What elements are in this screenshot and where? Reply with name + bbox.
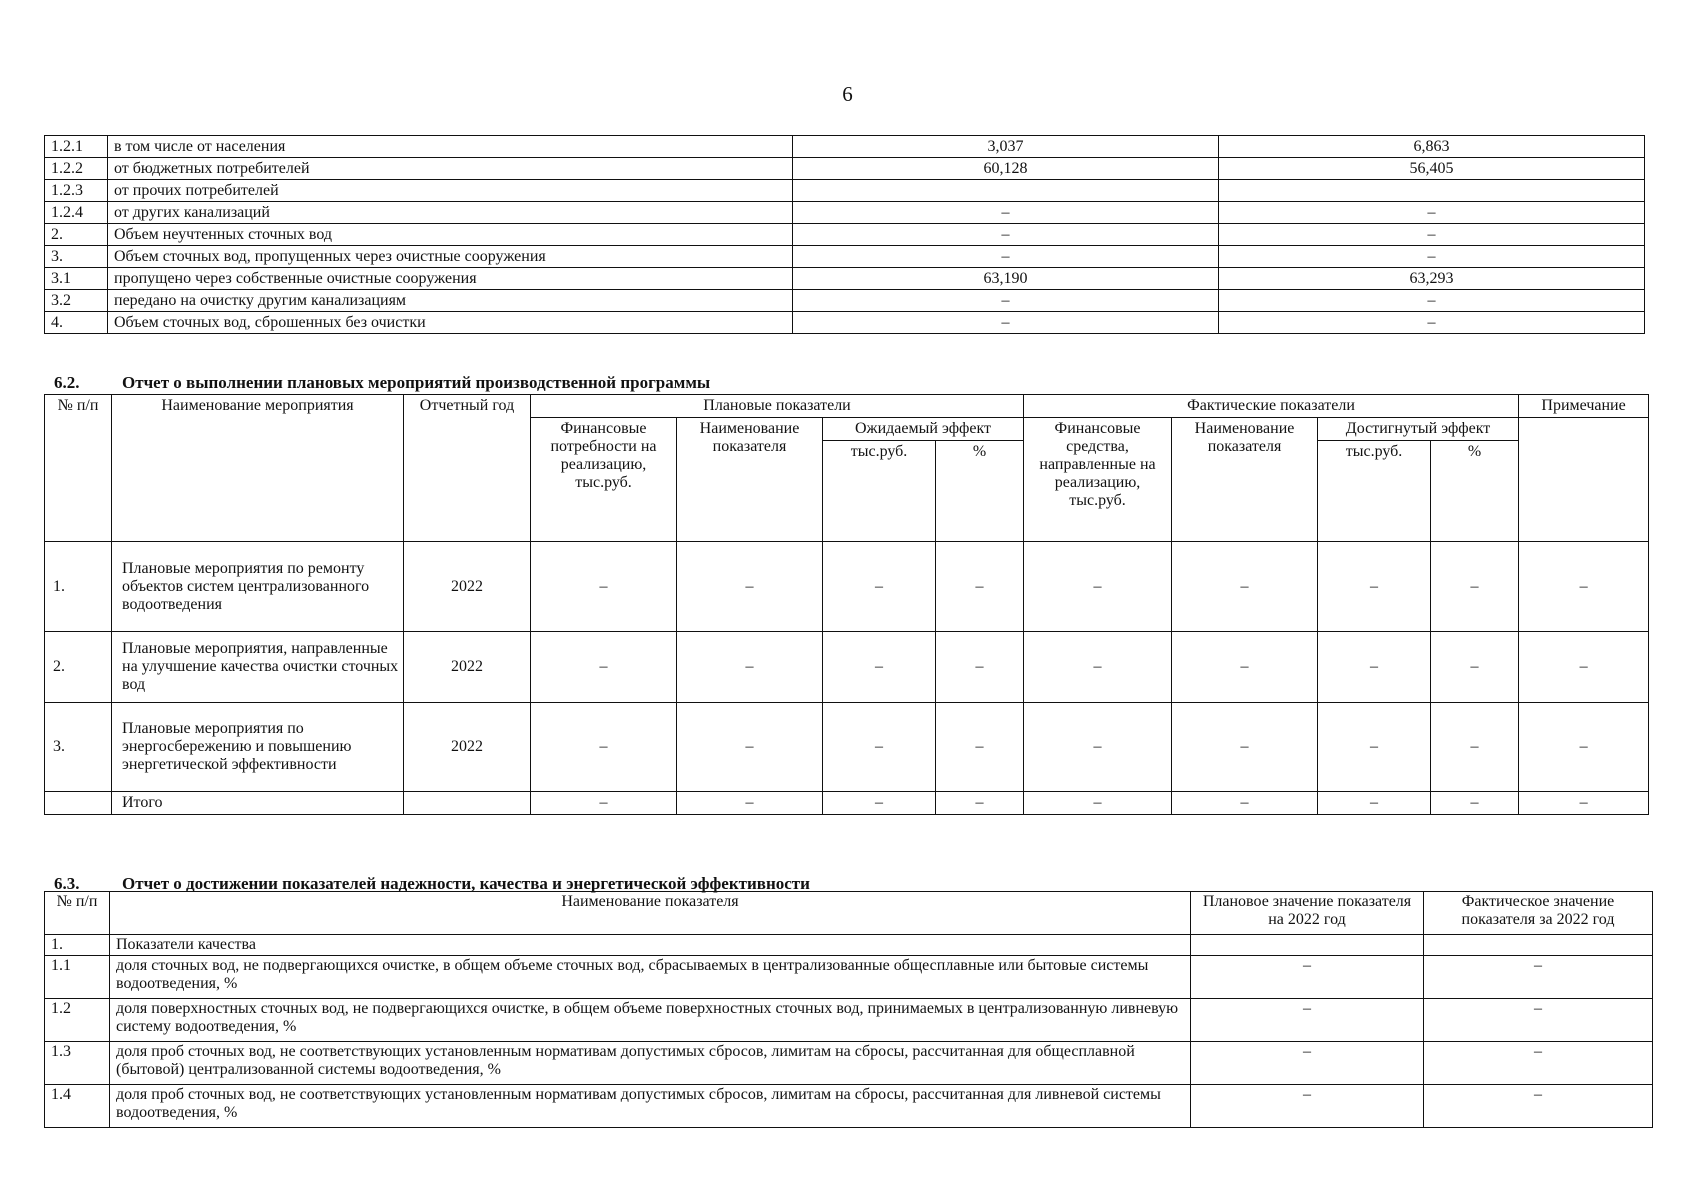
row-name: в том числе от населения xyxy=(108,136,793,158)
header-percent: % xyxy=(936,441,1024,542)
table-row xyxy=(45,158,1645,180)
row-fact: – xyxy=(1424,1085,1653,1128)
row-value: – xyxy=(531,632,677,703)
row-value: – xyxy=(1318,542,1431,632)
table-row xyxy=(45,290,1645,312)
row-number: 3. xyxy=(45,246,108,268)
row-name: Показатели качества xyxy=(110,935,1191,956)
total-value: – xyxy=(1318,792,1431,815)
section-number: 6.3. xyxy=(54,874,80,893)
row-value-1: – xyxy=(793,312,1219,334)
row-value-2: 56,405 xyxy=(1219,158,1645,180)
header-note: Примечание xyxy=(1519,395,1649,418)
row-plan: – xyxy=(1191,999,1424,1042)
row-value: – xyxy=(823,632,936,703)
row-value-2 xyxy=(1219,180,1645,202)
row-name: от бюджетных потребителей xyxy=(108,158,793,180)
header-achieved-effect: Достигнутый эффект xyxy=(1318,418,1519,441)
wastewater-volume-table xyxy=(44,135,1645,334)
row-year: 2022 xyxy=(404,632,531,703)
row-value-2: 63,293 xyxy=(1219,268,1645,290)
header-year: Отчетный год xyxy=(404,395,531,542)
planned-measures-table xyxy=(44,394,1649,815)
row-value: – xyxy=(1519,632,1649,703)
header-indicator-name: Наименование показателя xyxy=(677,418,823,542)
row-fact: – xyxy=(1424,999,1653,1042)
header-indicator-name-2: Наименование показателя xyxy=(1172,418,1318,542)
header-expected-effect: Ожидаемый эффект xyxy=(823,418,1024,441)
row-fact: – xyxy=(1424,1042,1653,1085)
table-row xyxy=(45,312,1645,334)
row-year: 2022 xyxy=(404,703,531,792)
total-value: – xyxy=(936,792,1024,815)
row-value: – xyxy=(1318,632,1431,703)
row-number: 1.2.2 xyxy=(45,158,108,180)
row-number: 3. xyxy=(45,703,112,792)
row-value: – xyxy=(936,542,1024,632)
row-value: – xyxy=(1024,542,1172,632)
row-name: доля проб сточных вод, не соответствующих установленным нормативам допустимых сбросов, лимитам на сбросы, рассчитанная для общесплавной (бытовой) централизованной системы водоотведения, % xyxy=(110,1042,1191,1085)
row-name: Плановые мероприятия по энергосбережению и повышению энергетической эффективности xyxy=(112,703,404,792)
total-value: – xyxy=(1519,792,1649,815)
row-value-1 xyxy=(793,180,1219,202)
row-name: передано на очистку другим канализациям xyxy=(108,290,793,312)
row-value: – xyxy=(1431,632,1519,703)
header-actual: Фактические показатели xyxy=(1024,395,1519,418)
row-value-1: – xyxy=(793,246,1219,268)
row-value: – xyxy=(531,703,677,792)
row-value: – xyxy=(531,542,677,632)
table-row xyxy=(45,999,1653,1042)
row-number: 4. xyxy=(45,312,108,334)
row-value: – xyxy=(936,632,1024,703)
row-value-1: – xyxy=(793,224,1219,246)
row-value: – xyxy=(1172,632,1318,703)
row-number: 1.2 xyxy=(45,999,110,1042)
row-value-1: 60,128 xyxy=(793,158,1219,180)
table-row xyxy=(45,1042,1653,1085)
row-number: 3.1 xyxy=(45,268,108,290)
row-plan: – xyxy=(1191,1085,1424,1128)
total-value: – xyxy=(531,792,677,815)
row-value: – xyxy=(1172,703,1318,792)
row-value-2: – xyxy=(1219,290,1645,312)
row-value-1: – xyxy=(793,290,1219,312)
row-number: 1.2.3 xyxy=(45,180,108,202)
table-row xyxy=(45,246,1645,268)
table-row xyxy=(45,632,1649,703)
table-row xyxy=(45,956,1653,999)
row-value: – xyxy=(1024,703,1172,792)
section-title-text: Отчет о достижении показателей надежности, качества и энергетической эффективности xyxy=(122,874,810,893)
table-row xyxy=(45,935,1653,956)
row-name: от других канализаций xyxy=(108,202,793,224)
row-value: – xyxy=(1024,632,1172,703)
row-value: – xyxy=(1318,703,1431,792)
row-name: Объем сточных вод, сброшенных без очистки xyxy=(108,312,793,334)
row-name: Плановые мероприятия по ремонту объектов систем централизованного водоотведения xyxy=(112,542,404,632)
table-row xyxy=(45,1085,1653,1128)
total-value: – xyxy=(1431,792,1519,815)
row-year: 2022 xyxy=(404,542,531,632)
header-row xyxy=(45,395,1649,418)
row-plan xyxy=(1191,935,1424,956)
total-value: – xyxy=(1172,792,1318,815)
row-value-2: – xyxy=(1219,246,1645,268)
row-name: Объем неучтенных сточных вод xyxy=(108,224,793,246)
total-value: – xyxy=(677,792,823,815)
header-percent-2: % xyxy=(1431,441,1519,542)
table-row xyxy=(45,268,1645,290)
row-fact: – xyxy=(1424,956,1653,999)
row-value: – xyxy=(1431,542,1519,632)
header-num: № п/п xyxy=(45,892,110,935)
row-name: от прочих потребителей xyxy=(108,180,793,202)
row-value-2: – xyxy=(1219,224,1645,246)
row-number: 1.3 xyxy=(45,1042,110,1085)
table-row xyxy=(45,180,1645,202)
row-value-2: – xyxy=(1219,202,1645,224)
row-name: Плановые мероприятия, направленные на улучшение качества очистки сточных вод xyxy=(112,632,404,703)
header-note-blank xyxy=(1519,418,1649,542)
row-plan: – xyxy=(1191,956,1424,999)
row-value: – xyxy=(677,703,823,792)
header-plan: Плановое значение показателя на 2022 год xyxy=(1191,892,1424,935)
row-number: 2. xyxy=(45,632,112,703)
table-row xyxy=(45,542,1649,632)
row-value: – xyxy=(1519,703,1649,792)
table-row xyxy=(45,224,1645,246)
row-number: 1. xyxy=(45,542,112,632)
row-value-1: 63,190 xyxy=(793,268,1219,290)
header-name: Наименование мероприятия xyxy=(112,395,404,542)
row-value: – xyxy=(1172,542,1318,632)
section-number: 6.2. xyxy=(54,373,80,392)
row-name: доля сточных вод, не подвергающихся очистке, в общем объеме сточных вод, сбрасываемых в централизованные общесплавные или бытовые системы водоотведения, % xyxy=(110,956,1191,999)
row-plan: – xyxy=(1191,1042,1424,1085)
reliability-indicators-table xyxy=(44,891,1653,1128)
table-row xyxy=(45,136,1645,158)
table-row xyxy=(45,703,1649,792)
row-name: пропущено через собственные очистные сооружения xyxy=(108,268,793,290)
total-label: Итого xyxy=(112,792,404,815)
header-fin-needs: Финансовые потребности на реализацию, тыс.руб. xyxy=(531,418,677,542)
row-number xyxy=(45,792,112,815)
section-title-6-2 xyxy=(54,373,710,393)
header-row xyxy=(45,892,1653,935)
row-value: – xyxy=(677,632,823,703)
row-number: 1.2.4 xyxy=(45,202,108,224)
row-fact xyxy=(1424,935,1653,956)
row-number: 1.1 xyxy=(45,956,110,999)
row-value-1: – xyxy=(793,202,1219,224)
row-value: – xyxy=(823,703,936,792)
header-fact: Фактическое значение показателя за 2022 год xyxy=(1424,892,1653,935)
row-value: – xyxy=(1519,542,1649,632)
row-name: доля поверхностных сточных вод, не подвергающихся очистке, в общем объеме поверхностных сточных вод, принимаемых в централизованную ливневую систему водоотведения, % xyxy=(110,999,1191,1042)
row-number: 1.2.1 xyxy=(45,136,108,158)
row-number: 3.2 xyxy=(45,290,108,312)
total-value: – xyxy=(1024,792,1172,815)
total-value: – xyxy=(823,792,936,815)
row-value: – xyxy=(936,703,1024,792)
header-planned: Плановые показатели xyxy=(531,395,1024,418)
row-value: – xyxy=(677,542,823,632)
row-value: – xyxy=(823,542,936,632)
row-number: 1.4 xyxy=(45,1085,110,1128)
section-title-text: Отчет о выполнении плановых мероприятий производственной программы xyxy=(122,373,711,392)
total-row xyxy=(45,792,1649,815)
page-number: 6 xyxy=(842,82,853,106)
header-thous-rub-2: тыс.руб. xyxy=(1318,441,1431,542)
row-value: – xyxy=(1431,703,1519,792)
row-name: Объем сточных вод, пропущенных через очистные сооружения xyxy=(108,246,793,268)
header-name: Наименование показателя xyxy=(110,892,1191,935)
row-number: 1. xyxy=(45,935,110,956)
header-thous-rub: тыс.руб. xyxy=(823,441,936,542)
row-number: 2. xyxy=(45,224,108,246)
header-num: № п/п xyxy=(45,395,112,542)
row-value-1: 3,037 xyxy=(793,136,1219,158)
row-value-2: 6,863 xyxy=(1219,136,1645,158)
row-name: доля проб сточных вод, не соответствующих установленным нормативам допустимых сбросов, лимитам на сбросы, рассчитанная для ливневой системы водоотведения, % xyxy=(110,1085,1191,1128)
row-year xyxy=(404,792,531,815)
table-row xyxy=(45,202,1645,224)
header-fin-means: Финансовые средства, направленные на реализацию, тыс.руб. xyxy=(1024,418,1172,542)
row-value-2: – xyxy=(1219,312,1645,334)
